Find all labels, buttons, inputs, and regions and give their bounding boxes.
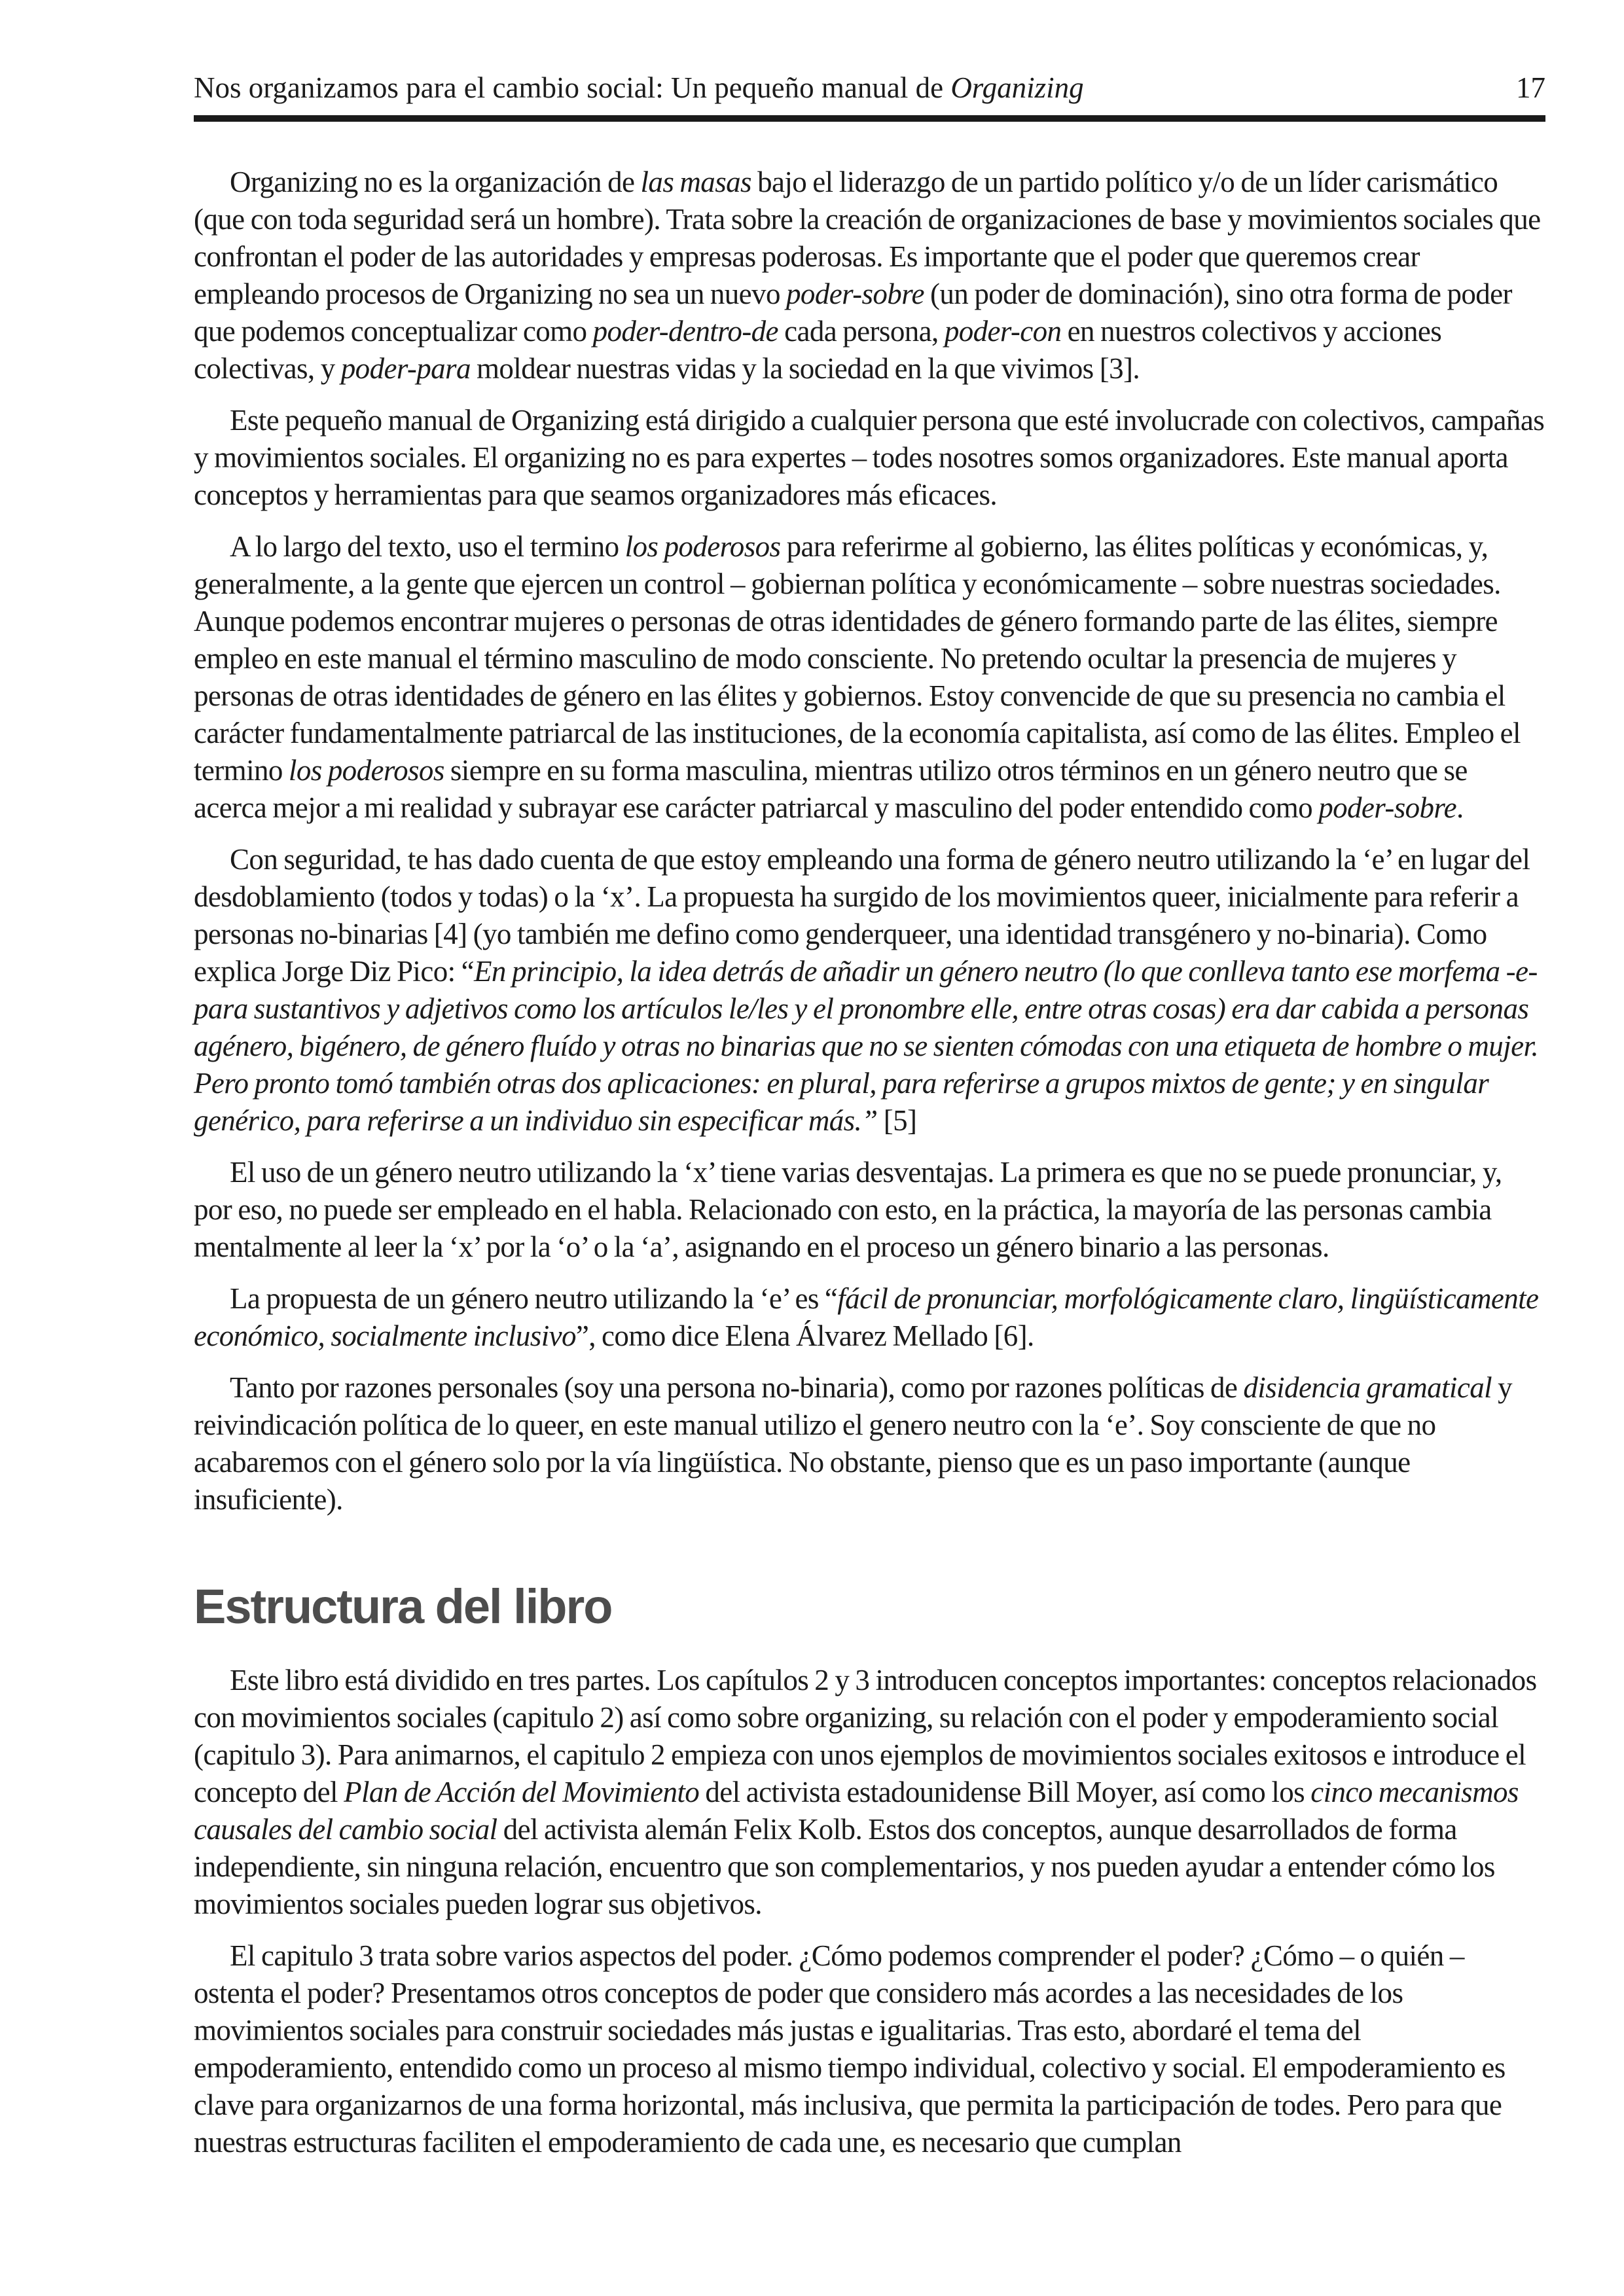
paragraph-desventajas-x: El uso de un género neutro utilizando la ‘x’ tiene varias desventajas. La primera es que no se puede pronunciar, y, por eso, no puede ser empleado en el habla. Relacionado con esto, en la práctica, la mayoría de las personas cambia mentalmente al leer la ‘x’ por la ‘o’ o la ‘a’, asignando en el proceso un género binario a las personas. [194,1155,1502,1263]
paragraph-estructura-capitulos-2-3: Este libro está dividido en tres partes. Los capítulos 2 y 3 introducen conceptos importantes: conceptos relacionados con movimientos sociales (capitulo 2) así como sobre organizing, su relación con el poder y empoderamiento social (capitulo 3). Para animarnos, el capitulo 2 empieza con unos ejemplos de movimientos sociales exitosos e introduce el concepto del Plan de Acción del Movimiento del activista estadounidense Bill Moyer, así como los cinco mecanismos causales del cambio social del activista alemán Felix Kolb. Estos dos conceptos, aunque desarrollados de forma independiente, sin ninguna relación, encuentro que son complementarios, y nos pueden ayudar a entender cómo los movimientos sociales pueden lograr sus objetivos. [194,1664,1537,1921]
paragraph-los-poderosos: A lo largo del texto, uso el termino los poderosos para referirme al gobierno, las élites políticas y económicas, y, generalmente, a la gente que ejercen un control – gobiernan política y económicamente – sobre nuestras sociedades. Aunque podemos encontrar mujeres o personas de otras identidades de género formando parte de las élites, siempre empleo en este manual el término masculino de modo consciente. No pretendo ocultar la presencia de mujeres y personas de otras identidades de género en las élites y gobiernos. Estoy convencide de que su presencia no cambia el carácter fundamentalmente patriarcal de las instituciones, de la economía capitalista, así como de las élites. Empleo el termino los poderosos siempre en su forma masculina, mientras utilizo otros términos en un género neutro que se acerca mejor a mi realidad y subrayar ese carácter patriarcal y masculino del poder entendido como poder-sobre. [194,529,1521,824]
paragraph-razones-personales: Tanto por razones personales (soy una persona no-binaria), como por razones políticas de disidencia gramatical y reivindicación política de lo queer, en este manual utilizo el genero neutro con la ‘e’. Soy consciente de que no acabaremos con el género solo por la vía lingüística. No obstante, pienso que es un paso importante (aunque insuficiente). [194,1371,1513,1516]
page-number: 17 [1516,71,1545,104]
section-heading-estructura-del-libro: Estructura del libro [194,1579,612,1634]
page-body [194,164,1545,2162]
running-header-text: Nos organizamos para el cambio social: Un pequeño manual de [194,71,951,104]
running-header-title [194,72,1084,105]
running-header-italic-word: Organizing [950,71,1084,104]
paragraph-propuesta-e: La propuesta de un género neutro utilizando la ‘e’ es “fácil de pronunciar, morfológicamente claro, lingüísticamente económico, socialmente inclusivo”, como dice Elena Álvarez Mellado [6]. [194,1282,1539,1352]
paragraph-organizing-definition: Organizing no es la organización de las masas bajo el liderazgo de un partido político y/o de un líder carismático (que con toda seguridad será un hombre). Trata sobre la creación de organizaciones de base y movimientos sociales que confrontan el poder de las autoridades y empresas poderosas. Es importante que el poder que queremos crear empleando procesos de Organizing no sea un nuevo poder-sobre (un poder de dominación), sino otra forma de poder que podemos conceptualizar como poder-dentro-de cada persona, poder-con en nuestros colectivos y acciones colectivas, y poder-para moldear nuestras vidas y la sociedad en la que vivimos [3]. [194,165,1541,385]
header-rule [194,115,1545,122]
paragraph-manual-audience: Este pequeño manual de Organizing está dirigido a cualquier persona que esté involucrade con colectivos, campañas y movimientos sociales. El organizing no es para expertes – todes nosotres somos organizadores. Este manual aporta conceptos y herramientas para que seamos organizadores más eficaces. [194,403,1545,511]
paragraph-genero-neutro-e: Con seguridad, te has dado cuenta de que estoy empleando una forma de género neutro utilizando la ‘e’ en lugar del desdoblamiento (todos y todas) o la ‘x’. La propuesta ha surgido de los movimientos queer, inicialmente para referir a personas no-binarias [4] (yo también me defino como genderqueer, una identidad transgénero y no-binaria). Como explica Jorge Diz Pico: “En principio, la idea detrás de añadir un género neutro (lo que conlleva tanto ese morfema -e- para sustantivos y adjetivos como los artículos le/les y el pronombre elle, entre otras cosas) era dar cabida a personas agénero, bigénero, de género fluído y otras no binarias que no se sienten cómodas con una etiqueta de hombre o mujer. Pero pronto tomó también otras dos aplicaciones: en plural, para referirse a grupos mixtos de gente; y en singular genérico, para referirse a un individuo sin especificar más.” [5] [194,842,1539,1137]
page-header [194,72,1545,105]
paragraph-capitulo-3-poder: El capitulo 3 trata sobre varios aspectos del poder. ¿Cómo podemos comprender el poder? ¿Cómo – o quién – ostenta el poder? Presentamos otros conceptos de poder que considero más acordes a las necesidades de los movimientos sociales para construir sociedades más justas e igualitarias. Tras esto, abordaré el tema del empoderamiento, entendido como un proceso al mismo tiempo individual, colectivo y social. El empoderamiento es clave para organizarnos de una forma horizontal, más inclusiva, que permita la participación de todes. Pero para que nuestras estructuras faciliten el empoderamiento de cada une, es necesario que cumplan [194,1939,1506,2159]
